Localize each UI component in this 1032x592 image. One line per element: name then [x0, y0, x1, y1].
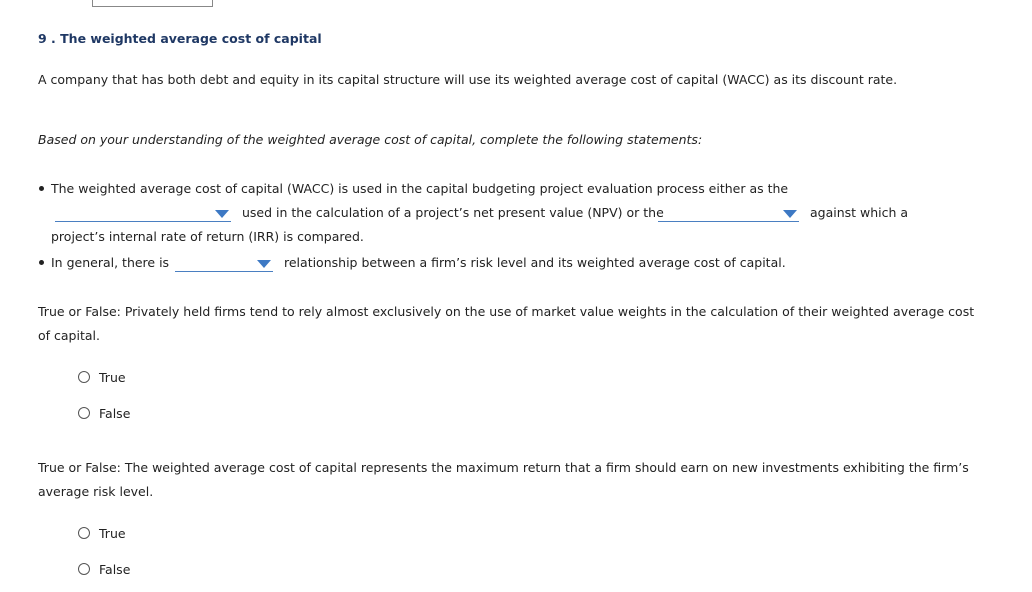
tf2-prompt-line2: average risk level. — [38, 484, 154, 499]
statement-1-text-a: The weighted average cost of capital (WACC) is used in the capital budgeting project evaluation process either as the — [51, 181, 789, 196]
statement-1-text-d: project’s internal rate of return (IRR) is compared. — [51, 229, 364, 244]
question-intro: A company that has both debt and equity in its capital structure will use its weighted average cost of capital (WACC) as its discount rate. — [38, 72, 898, 87]
irr-comparison-dropdown[interactable] — [658, 205, 799, 222]
risk-relationship-dropdown[interactable] — [175, 255, 273, 272]
chevron-down-icon — [257, 260, 271, 268]
tf1-true-label[interactable]: True — [99, 370, 126, 385]
statement-2-text-b: relationship between a firm’s risk level and its weighted average cost of capital. — [284, 255, 786, 270]
tf2-false-radio[interactable] — [78, 563, 90, 575]
statement-2-text-a: In general, there is — [51, 255, 170, 270]
tf1-prompt-line2: of capital. — [38, 328, 100, 343]
bullet-1 — [39, 186, 44, 191]
tf1-prompt-line1: True or False: Privately held firms tend to rely almost exclusively on the use of market value weights in the calculation of their weighted average cost — [38, 304, 975, 319]
bullet-2 — [39, 260, 44, 265]
tf1-true-radio[interactable] — [78, 371, 90, 383]
npv-discount-rate-dropdown[interactable] — [55, 205, 231, 222]
tf2-false-label[interactable]: False — [99, 562, 131, 577]
tf2-prompt-line1: True or False: The weighted average cost of capital represents the maximum return that a firm should earn on new investments exhibiting the firm’s — [38, 460, 969, 475]
tf2-true-radio[interactable] — [78, 527, 90, 539]
prior-answer-box-1 — [92, 0, 134, 7]
tf1-false-label[interactable]: False — [99, 406, 131, 421]
chevron-down-icon — [783, 210, 797, 218]
question-title: 9 . The weighted average cost of capital — [38, 31, 322, 46]
question-instruction: Based on your understanding of the weighted average cost of capital, complete the following statements: — [38, 132, 703, 147]
statement-1-text-c: against which a — [810, 205, 909, 220]
prior-answer-box-3 — [172, 0, 213, 7]
tf2-true-label[interactable]: True — [99, 526, 126, 541]
chevron-down-icon — [215, 210, 229, 218]
tf1-false-radio[interactable] — [78, 407, 90, 419]
prior-answer-box-2 — [132, 0, 173, 7]
statement-1-text-b: used in the calculation of a project’s net present value (NPV) or the — [242, 205, 664, 220]
